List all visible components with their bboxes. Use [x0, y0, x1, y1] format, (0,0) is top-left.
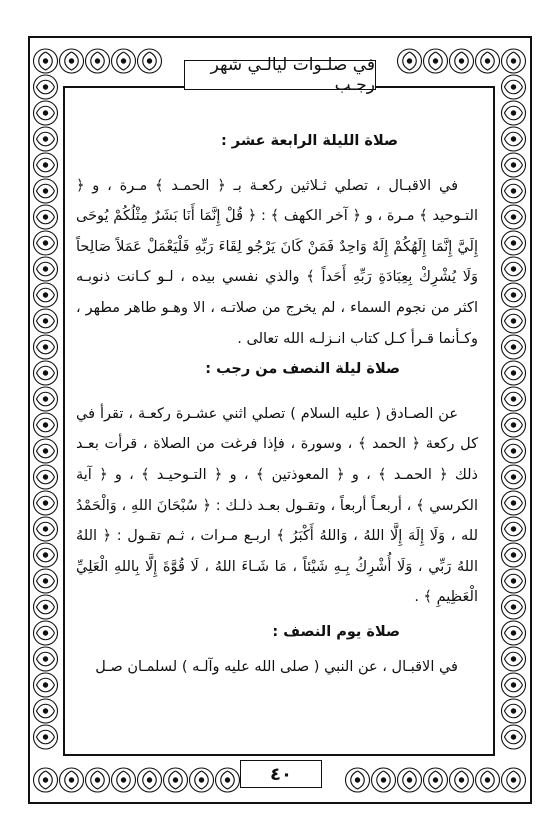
- section-heading-14th-night: صلاة الليلة الرابعة عشر :: [220, 133, 398, 149]
- section-heading-mid-day: صلاة يوم النصف :: [272, 623, 400, 640]
- page-number: ٤٠: [240, 760, 322, 788]
- section-body-mid-rajab-night: عن الصـادق ( عليه السلام ) تصلي اثني عشـرة ركعـة ، تقرأ في كل ركعة ﴿ الحمد ﴾ ، وسورة ، فإذا فرغت من الصلاة ، قرأت بعـد ذلك ﴿ الحمـد ﴾ ، و ﴿ المعوذتين ﴾ ، و ﴿ التـوحيـد ﴾ ، و ﴿ آية الكرسي ﴾ ، أربعـاً أربعاً ، وتقـول بعـد ذلـك : ﴿ سُبْحَانَ اللهِ ، وَالْحَمْدُ لله ، وَلَا إِلَهَ إِلَّا اللهُ ، وَاللهُ أَكْبَرُ ﴾ اربـع مـرات ، ثـم تقـول : ﴿ اللهُ اللهُ رَبِّي ، وَلَا أُشْرِكُ بِـهِ شَيْئاً ، مَا شَـاءَ اللهُ ، لَا قُوَّةَ إِلَّا بِاللهِ الْعَلِيِّ الْعَظِيمِ ﴾ .: [76, 405, 478, 606]
- section-body-mid-day: في الاقبـال ، عن النبي ( صلى الله عليه وآلـه ) لسلمـان صـل: [95, 658, 458, 675]
- running-title: في صلـوات ليالـي شهر رجـب: [184, 60, 376, 90]
- section-body-14th-night: في الاقبـال ، تصلي ثـلاثين ركعـة بـ ﴿ الحمـد ﴾ مـرة ، و ﴿ التـوحيد ﴾ مـرة ، و ﴿ آخر الكهف ﴾ : ﴿ قُلْ إِنَّمَا أَنَا بَشَرٌ مِثْلُكُمْ يُوحَى إِلَيَّ إِنَّمَا إِلَهُكُمْ إِلَهٌ وَاحِدٌ فَمَنْ كَانَ يَرْجُو لِقَاءَ رَبِّهِ فَلْيَعْمَلْ عَمَلاً صَالِحاً وَلَا يُشْرِكْ بِعِبَادَةِ رَبِّهِ أَحَداً ﴾ والذي نفسي بيده ، لـو كـانت ذنوبـه اكثر من نجوم السماء ، لم يخرج من صلاتـه ، الا وهـو طاهر مطهر ، وكـأنما قـرأ كـل كتاب انـزلـه الله تعالى .: [76, 177, 478, 347]
- page-content: [76, 126, 478, 746]
- section-heading-mid-rajab-night: صلاة ليلة النصف من رجب :: [205, 361, 400, 378]
